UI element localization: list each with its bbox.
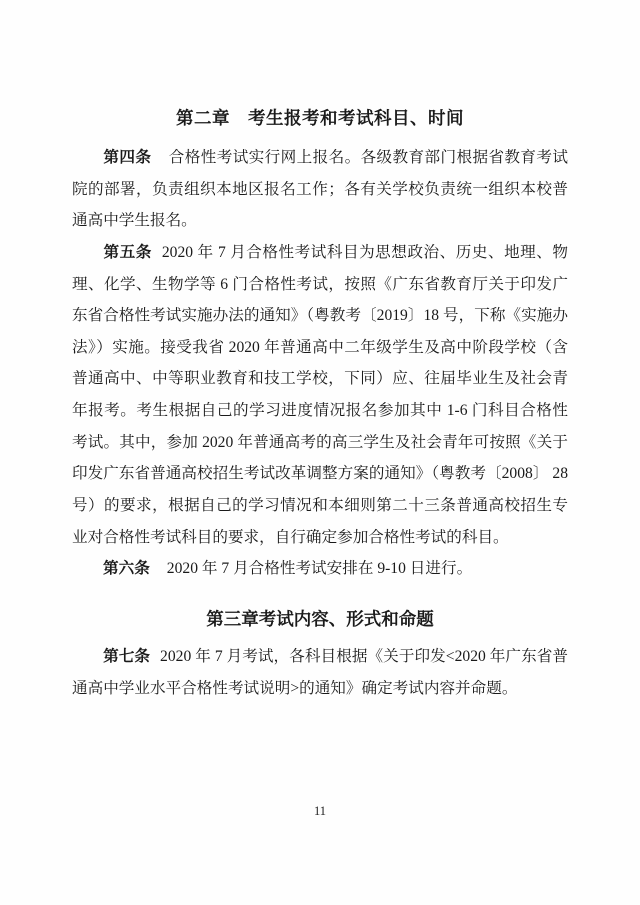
article-6-paragraph xyxy=(72,553,568,585)
article-7-text: 2020 年 7 月考试，各科目根据《关于印发<2020 年广东省普通高中学业水平合格性考试说明>的通知》确定考试内容并命题。 xyxy=(72,647,568,697)
section-spacer xyxy=(72,585,568,601)
chapter-3-title: 考试内容、形式和命题 xyxy=(258,608,434,629)
chapter-2-label: 第二章 xyxy=(176,108,230,128)
article-4-paragraph xyxy=(72,142,568,237)
chapter-3-heading xyxy=(72,605,568,633)
article-4-text: 合格性考试实行网上报名。各级教育部门根据省教育考试院的部署，负责组织本地区报名工作；各有关学校负责统一组织本校普通高中学生报名。 xyxy=(72,149,568,230)
article-6-text: 2020 年 7 月合格性考试安排在 9-10 日进行。 xyxy=(166,560,473,578)
page-number: 11 xyxy=(313,804,327,818)
article-5-paragraph xyxy=(72,237,568,553)
article-4-label: 第四条 xyxy=(103,149,152,166)
article-5-text: 2020 年 7 月合格性考试科目为思想政治、历史、地理、物理、化学、生物学等 6 门合格性考试，按照《广东省教育厅关于印发广东省合格性考试实施办法的通知》（粤教考〔2019〕18 号，下称《实施办法》）实施。接受我省 2020 年普通高中二年级学生及高中阶段学校（含普通高中、中等职业教育和技工学校，下同）应、往届毕业生及社会青年报考。考生根据自己的学习进度情况报名参加其中 1-6 门科目合格性考试。其中，参加 2020 年普通高考的高三学生及社会青年可按照《关于印发广东省普通高校招生考试改革调整方案的通知》（粤教考〔2008〕 28 号）的要求，根据自己的学习情况和本细则第二十三条普通高校招生专业对合格性考试科目的要求，自行确定参加合格性考试的科目。 xyxy=(72,243,568,546)
chapter-2-title: 考生报考和考试科目、时间 xyxy=(248,108,464,128)
article-5-label: 第五条 xyxy=(103,243,152,261)
article-7-paragraph xyxy=(72,641,568,704)
article-7-label: 第七条 xyxy=(103,647,151,665)
chapter-2-heading xyxy=(72,104,568,132)
article-6-label: 第六条 xyxy=(103,560,150,578)
chapter-3-label: 第三章 xyxy=(206,608,259,629)
